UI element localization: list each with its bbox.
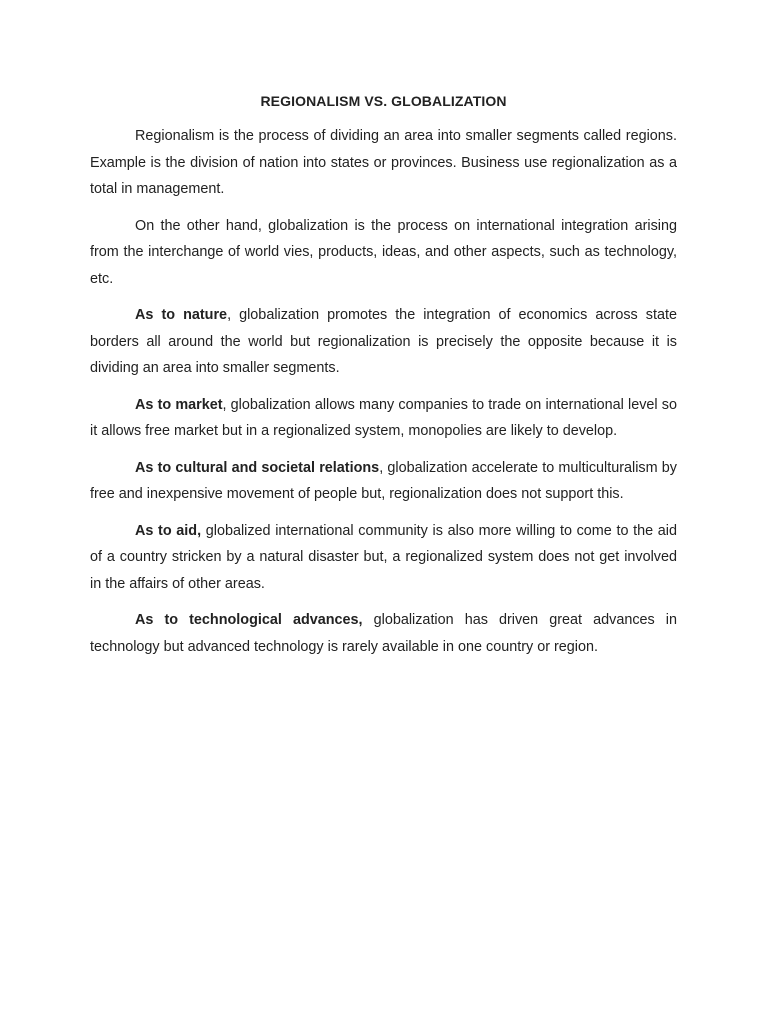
paragraph-regionalism-definition xyxy=(90,123,677,203)
paragraph-text: , globalization accelerate to multiculturalism by free and inexpensive movement of people but, regionalization does not support this. xyxy=(90,459,678,502)
paragraph-text: On the other hand, globalization is the process on international integration arising from the interchange of world vies, products, ideas, and other aspects, such as technology, etc. xyxy=(90,217,677,287)
paragraph-as-to-market xyxy=(90,392,677,445)
paragraph-text: globalized international community is also more willing to come to the aid of a country stricken by a natural disaster but, a regionalized system does not get involved in the affairs of other areas. xyxy=(90,522,677,592)
paragraph-lead: As to nature xyxy=(135,307,228,323)
paragraph-lead: As to technological advances, xyxy=(135,612,363,628)
document-page xyxy=(90,91,677,670)
paragraph-text: , globalization promotes the integration of economics across state borders all around the world but regionalization is precisely the opposite because it is dividing an area into smaller segments. xyxy=(90,307,677,376)
paragraph-as-to-technological-advances xyxy=(90,607,677,660)
paragraph-as-to-cultural-relations xyxy=(90,455,677,508)
paragraph-lead: As to market xyxy=(135,396,223,413)
paragraph-text: globalization has driven great advances in technology but advanced technology is rarely available in one country or region. xyxy=(90,612,678,655)
paragraph-globalization-definition xyxy=(90,213,677,293)
paragraph-as-to-nature xyxy=(90,302,677,382)
paragraph-text: Regionalism is the process of dividing an area into smaller segments called regions. Example is the division of nation into states or provinces. Business use regionalization as a total in management. xyxy=(90,128,677,197)
document-title: REGIONALISM VS. GLOBALIZATION xyxy=(260,93,507,109)
paragraph-as-to-aid xyxy=(90,518,677,598)
paragraph-lead: As to cultural and societal relations xyxy=(135,459,380,476)
paragraph-lead: As to aid, xyxy=(135,522,202,539)
paragraph-text: , globalization allows many companies to trade on international level so it allows free market but in a regionalized system, monopolies are likely to develop. xyxy=(90,396,677,439)
